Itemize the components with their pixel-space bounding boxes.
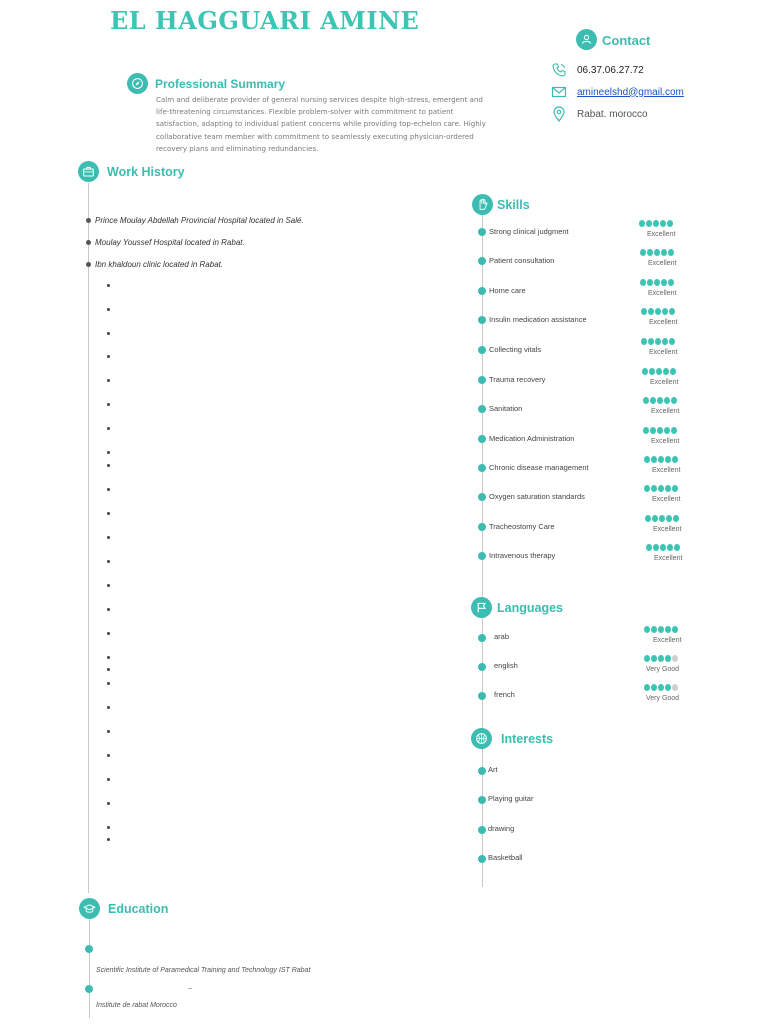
rating-dot: [670, 368, 676, 375]
education-timeline-dot: [85, 945, 93, 953]
contact-phone: 06.37.06.27.72: [577, 64, 644, 76]
interest-label: Playing guitar: [488, 794, 534, 803]
empty-bullet: [107, 838, 110, 841]
skill-timeline-dot: [478, 552, 486, 560]
work-item-text: Prince Moulay Abdellah Provincial Hospital located in Salé.: [95, 216, 304, 225]
empty-bullet: [107, 560, 110, 563]
rating-dot: [651, 485, 657, 492]
rating-dot: [641, 338, 647, 345]
summary-title: Professional Summary: [155, 77, 286, 91]
languages-title: Languages: [497, 601, 563, 615]
rating-dot: [650, 397, 656, 404]
rating-dot: [649, 368, 655, 375]
skill-label: Tracheostomy Care: [489, 522, 555, 531]
rating-dot: [657, 427, 663, 434]
language-label: english: [494, 661, 518, 670]
empty-bullet: [107, 754, 110, 757]
contact-location: Rabat. morocco: [577, 108, 648, 120]
rating-dots: [643, 397, 677, 404]
skill-timeline-dot: [478, 523, 486, 531]
work-history-title: Work History: [107, 165, 185, 179]
rating-dots: [639, 220, 673, 227]
rating-dot: [644, 655, 650, 662]
language-timeline-dot: [478, 663, 486, 671]
rating-dot: [654, 249, 660, 256]
rating-dots: [640, 249, 674, 256]
location-pin-icon: [550, 106, 568, 122]
rating-dots: [644, 485, 678, 492]
rating-dot: [671, 397, 677, 404]
rating-dot: [665, 456, 671, 463]
rating-dot: [641, 308, 647, 315]
education-timeline-dot: [85, 985, 93, 993]
summary-text: Calm and deliberate provider of general nursing services despite high-stress, emergent and life-threatening circumstances. Flexible problem-solver with commitment to patient satisfaction, adapting to individual patient concerns while providing top-echelon care. Highly collaborative team member with commitment to seamlessly executing physician-ordered recovery plans and eliminating redundancies.: [156, 95, 486, 153]
rating-label: Excellent: [653, 637, 682, 644]
rating-dot: [645, 515, 651, 522]
candidate-name: EL HAGGUARI AMINE: [110, 6, 420, 35]
rating-dots: [643, 427, 677, 434]
skills-title: Skills: [497, 198, 530, 212]
language-label: arab: [494, 632, 510, 641]
rating-dot: [662, 308, 668, 315]
rating-dot: [643, 397, 649, 404]
rating-dot: [650, 427, 656, 434]
contact-email-row: [550, 84, 684, 100]
empty-bullet: [107, 427, 110, 430]
rating-dots: [646, 544, 680, 551]
skill-timeline-dot: [478, 493, 486, 501]
rating-dot: [640, 279, 646, 286]
rating-dot: [651, 456, 657, 463]
language-timeline-dot: [478, 634, 486, 642]
basketball-icon: [475, 732, 488, 745]
rating-dot: [639, 220, 645, 227]
rating-dot: [664, 397, 670, 404]
rating-dot: [646, 220, 652, 227]
rating-label: Very Good: [646, 666, 680, 673]
rating-dot: [654, 279, 660, 286]
rating-dot: [653, 220, 659, 227]
empty-bullet: [107, 451, 110, 454]
rating-dot: [648, 338, 654, 345]
work-history-section-icon: [78, 161, 99, 182]
skill-label: Home care: [489, 286, 526, 295]
rating-dot: [658, 655, 664, 662]
rating-dot: [647, 249, 653, 256]
language-label: french: [494, 690, 515, 699]
empty-bullet: [107, 682, 110, 685]
flag-icon: [475, 601, 488, 614]
summary-section-icon: [127, 73, 148, 94]
skill-label: Collecting vitals: [489, 345, 542, 354]
rating-dot: [644, 684, 650, 691]
hand-icon: [476, 198, 489, 211]
skill-label: Oxygen saturation standards: [489, 492, 585, 501]
rating-label: Excellent: [652, 467, 681, 474]
empty-bullet: [107, 512, 110, 515]
rating-dot: [643, 427, 649, 434]
empty-bullet: [107, 464, 110, 467]
skill-timeline-dot: [478, 228, 486, 236]
interest-timeline-dot: [478, 855, 486, 863]
skill-timeline-dot: [478, 376, 486, 384]
bullet-dot: [86, 240, 91, 245]
rating-dots: [642, 368, 676, 375]
rating-label: Excellent: [651, 408, 680, 415]
rating-dot: [665, 655, 671, 662]
work-item-text: Ibn khaldoun clinic located in Rabat.: [95, 260, 224, 269]
education-timeline: [89, 918, 90, 1018]
contact-title: Contact: [602, 33, 651, 48]
rating-dot: [664, 427, 670, 434]
rating-dot: [672, 655, 678, 662]
skill-timeline-dot: [478, 405, 486, 413]
skill-label: Strong clinical judgment: [489, 227, 569, 236]
rating-dot: [666, 515, 672, 522]
rating-dot: [658, 456, 664, 463]
rating-dot: [672, 684, 678, 691]
rating-dot: [674, 544, 680, 551]
rating-dot: [658, 485, 664, 492]
education-item: Scientific Institute of Paramedical Training and Technology IST Rabat: [96, 967, 311, 974]
empty-bullet: [107, 656, 110, 659]
skill-label: Patient consultation: [489, 256, 555, 265]
rating-dot: [655, 308, 661, 315]
rating-dot: [651, 684, 657, 691]
empty-bullet: [107, 730, 110, 733]
rating-dot: [651, 655, 657, 662]
empty-bullet: [107, 584, 110, 587]
empty-bullet: [107, 608, 110, 611]
rating-label: Excellent: [650, 379, 679, 386]
briefcase-icon: [82, 165, 95, 178]
rating-dot: [651, 626, 657, 633]
rating-dots: [641, 338, 675, 345]
rating-dot: [658, 626, 664, 633]
work-history-timeline: [88, 183, 89, 893]
rating-dots: [644, 655, 678, 662]
work-item: [86, 260, 223, 269]
rating-dot: [665, 684, 671, 691]
graduation-cap-icon: [83, 902, 96, 915]
skill-timeline-dot: [478, 257, 486, 265]
rating-dot: [672, 456, 678, 463]
skill-label: Insulin medication assistance: [489, 315, 587, 324]
rating-label: Excellent: [648, 260, 677, 267]
empty-bullet: [107, 778, 110, 781]
rating-dot: [640, 249, 646, 256]
rating-dot: [661, 279, 667, 286]
skills-section-icon: [472, 194, 493, 215]
rating-dot: [660, 544, 666, 551]
rating-label: Excellent: [649, 349, 678, 356]
interests-title: Interests: [501, 732, 554, 746]
compass-icon: [131, 77, 144, 90]
contact-email-link[interactable]: amineelshd@gmail.com: [577, 86, 684, 98]
empty-bullet: [107, 632, 110, 635]
rating-label: Excellent: [647, 231, 676, 238]
rating-label: Excellent: [649, 319, 678, 326]
rating-dot: [658, 684, 664, 691]
rating-dot: [646, 544, 652, 551]
education-item: Institute de rabat Morocco: [96, 1002, 177, 1009]
rating-label: Excellent: [653, 526, 682, 533]
rating-dot: [662, 338, 668, 345]
rating-dot: [657, 397, 663, 404]
rating-dot: [668, 279, 674, 286]
skill-timeline-dot: [478, 435, 486, 443]
empty-bullet: [107, 668, 110, 671]
rating-dot: [655, 338, 661, 345]
person-icon: [580, 33, 593, 46]
interest-label: Art: [488, 765, 498, 774]
rating-label: Excellent: [654, 555, 683, 562]
skill-timeline-dot: [478, 346, 486, 354]
bullet-dot: [86, 218, 91, 223]
rating-dot: [661, 249, 667, 256]
education-title: Education: [108, 902, 169, 916]
education-section-icon: [79, 898, 100, 919]
empty-bullet: [107, 403, 110, 406]
rating-dot: [656, 368, 662, 375]
rating-label: Very Good: [646, 695, 680, 702]
rating-dots: [644, 456, 678, 463]
rating-dot: [669, 338, 675, 345]
rating-dot: [665, 485, 671, 492]
interest-timeline-dot: [478, 796, 486, 804]
skill-label: Medication Administration: [489, 434, 575, 443]
rating-dot: [659, 515, 665, 522]
skill-timeline-dot: [478, 464, 486, 472]
rating-dot: [667, 544, 673, 551]
interests-section-icon: [471, 728, 492, 749]
rating-dot: [672, 626, 678, 633]
phone-icon: [550, 62, 568, 78]
work-item-text: Moulay Youssef Hospital located in Rabat.: [95, 238, 245, 247]
work-item: [86, 216, 304, 225]
rating-dots: [645, 515, 679, 522]
languages-section-icon: [471, 597, 492, 618]
skill-timeline-dot: [478, 316, 486, 324]
mail-icon: [550, 84, 568, 100]
education-dash: –: [188, 985, 192, 992]
empty-bullet: [107, 706, 110, 709]
skills-timeline: [482, 212, 483, 887]
skill-label: Chronic disease management: [489, 463, 589, 472]
skill-label: Intravenous therapy: [489, 551, 556, 560]
rating-dot: [653, 544, 659, 551]
empty-bullet: [107, 488, 110, 491]
empty-bullet: [107, 284, 110, 287]
rating-dot: [647, 279, 653, 286]
rating-dot: [663, 368, 669, 375]
interest-timeline-dot: [478, 826, 486, 834]
empty-bullet: [107, 536, 110, 539]
rating-label: Excellent: [651, 438, 680, 445]
rating-dot: [672, 485, 678, 492]
rating-dot: [665, 626, 671, 633]
rating-label: Excellent: [652, 496, 681, 503]
rating-dot: [660, 220, 666, 227]
rating-dots: [641, 308, 675, 315]
empty-bullet: [107, 355, 110, 358]
rating-dot: [668, 249, 674, 256]
rating-label: Excellent: [648, 290, 677, 297]
empty-bullet: [107, 826, 110, 829]
rating-dot: [669, 308, 675, 315]
rating-dot: [652, 515, 658, 522]
interest-timeline-dot: [478, 767, 486, 775]
rating-dot: [644, 485, 650, 492]
skill-label: Sanitation: [489, 404, 523, 413]
contact-phone-row: [550, 62, 644, 78]
rating-dot: [667, 220, 673, 227]
contact-section-icon: [576, 29, 597, 50]
contact-location-row: [550, 106, 648, 122]
rating-dot: [642, 368, 648, 375]
skill-timeline-dot: [478, 287, 486, 295]
bullet-dot: [86, 262, 91, 267]
empty-bullet: [107, 802, 110, 805]
empty-bullet: [107, 379, 110, 382]
rating-dots: [644, 626, 678, 633]
empty-bullet: [107, 308, 110, 311]
work-item: [86, 238, 245, 247]
rating-dots: [644, 684, 678, 691]
rating-dot: [673, 515, 679, 522]
rating-dot: [644, 626, 650, 633]
interest-label: Basketball: [488, 853, 523, 862]
rating-dot: [671, 427, 677, 434]
skill-label: Trauma recovery: [489, 375, 546, 384]
rating-dot: [644, 456, 650, 463]
rating-dot: [648, 308, 654, 315]
language-timeline-dot: [478, 692, 486, 700]
rating-dots: [640, 279, 674, 286]
empty-bullet: [107, 332, 110, 335]
interest-label: drawing: [488, 824, 515, 833]
